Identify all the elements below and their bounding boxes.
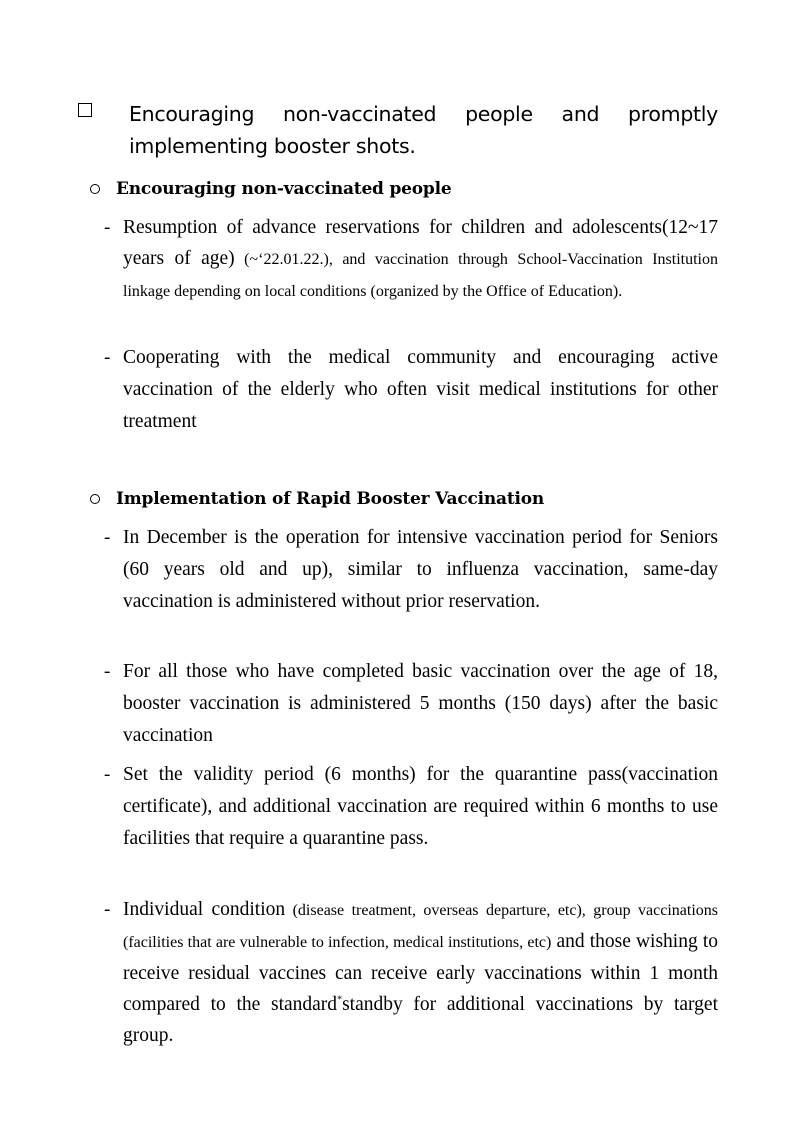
circle-bullet-icon — [90, 494, 100, 504]
list-item-text-detail: (~‘22.01.22.), and vaccination through School-Vaccination Institution linkage depending on local conditions (organized by the Office of Education). — [123, 251, 718, 300]
dash-bullet: - — [104, 899, 111, 920]
circle-bullet-icon — [90, 184, 100, 194]
list-item-text-main: Individual condition — [123, 899, 286, 920]
main-heading-line2: implementing booster shots. — [129, 134, 416, 158]
main-heading-text — [129, 98, 718, 162]
dash-bullet: - — [104, 217, 111, 238]
dash-bullet: - — [104, 527, 111, 548]
list-item-text: For all those who have completed basic vaccination over the age of 18, booster vaccination is administered 5 months (150 days) after the basic vaccination — [123, 661, 718, 746]
section-title: Encouraging non-vaccinated people — [116, 179, 452, 199]
list-item-text-detail: (disease treatment, overseas departure, etc), group vaccinations (facilities that are vulnerable to infection, medical institutions, etc) — [123, 902, 718, 951]
dash-bullet: - — [104, 661, 111, 682]
main-heading-line1: Encouraging non-vaccinated people and promptly — [129, 102, 718, 126]
list-item-text: In December is the operation for intensive vaccination period for Seniors (60 years old and up), similar to influenza vaccination, same-day vaccination is administered without prior reservation. — [123, 527, 718, 612]
list-item-text-continued: and those wishing to receive residual vaccines can receive early vaccinations within 1 month compared to the standard — [123, 931, 718, 1015]
list-item-text: Cooperating with the medical community and encouraging active vaccination of the elderly who often visit medical institutions for other treatment — [123, 347, 718, 432]
dash-bullet: - — [104, 347, 111, 368]
list-item-text-main: Resumption of advance reservations for children and adolescents(12~17 years of age) — [123, 217, 718, 269]
footnote-marker: * — [337, 994, 343, 1006]
dash-bullet: - — [104, 764, 111, 785]
list-item-text-end: standby for additional vaccinations by target group. — [123, 994, 718, 1046]
list-item-text — [123, 212, 718, 307]
section-title: Implementation of Rapid Booster Vaccination — [116, 489, 545, 509]
list-item-text: Set the validity period (6 months) for the quarantine pass(vaccination certificate), and additional vaccination are required within 6 months to use facilities that require a quarantine pass. — [123, 764, 718, 849]
list-item-text — [123, 894, 718, 1051]
empty-square-icon — [78, 103, 92, 117]
